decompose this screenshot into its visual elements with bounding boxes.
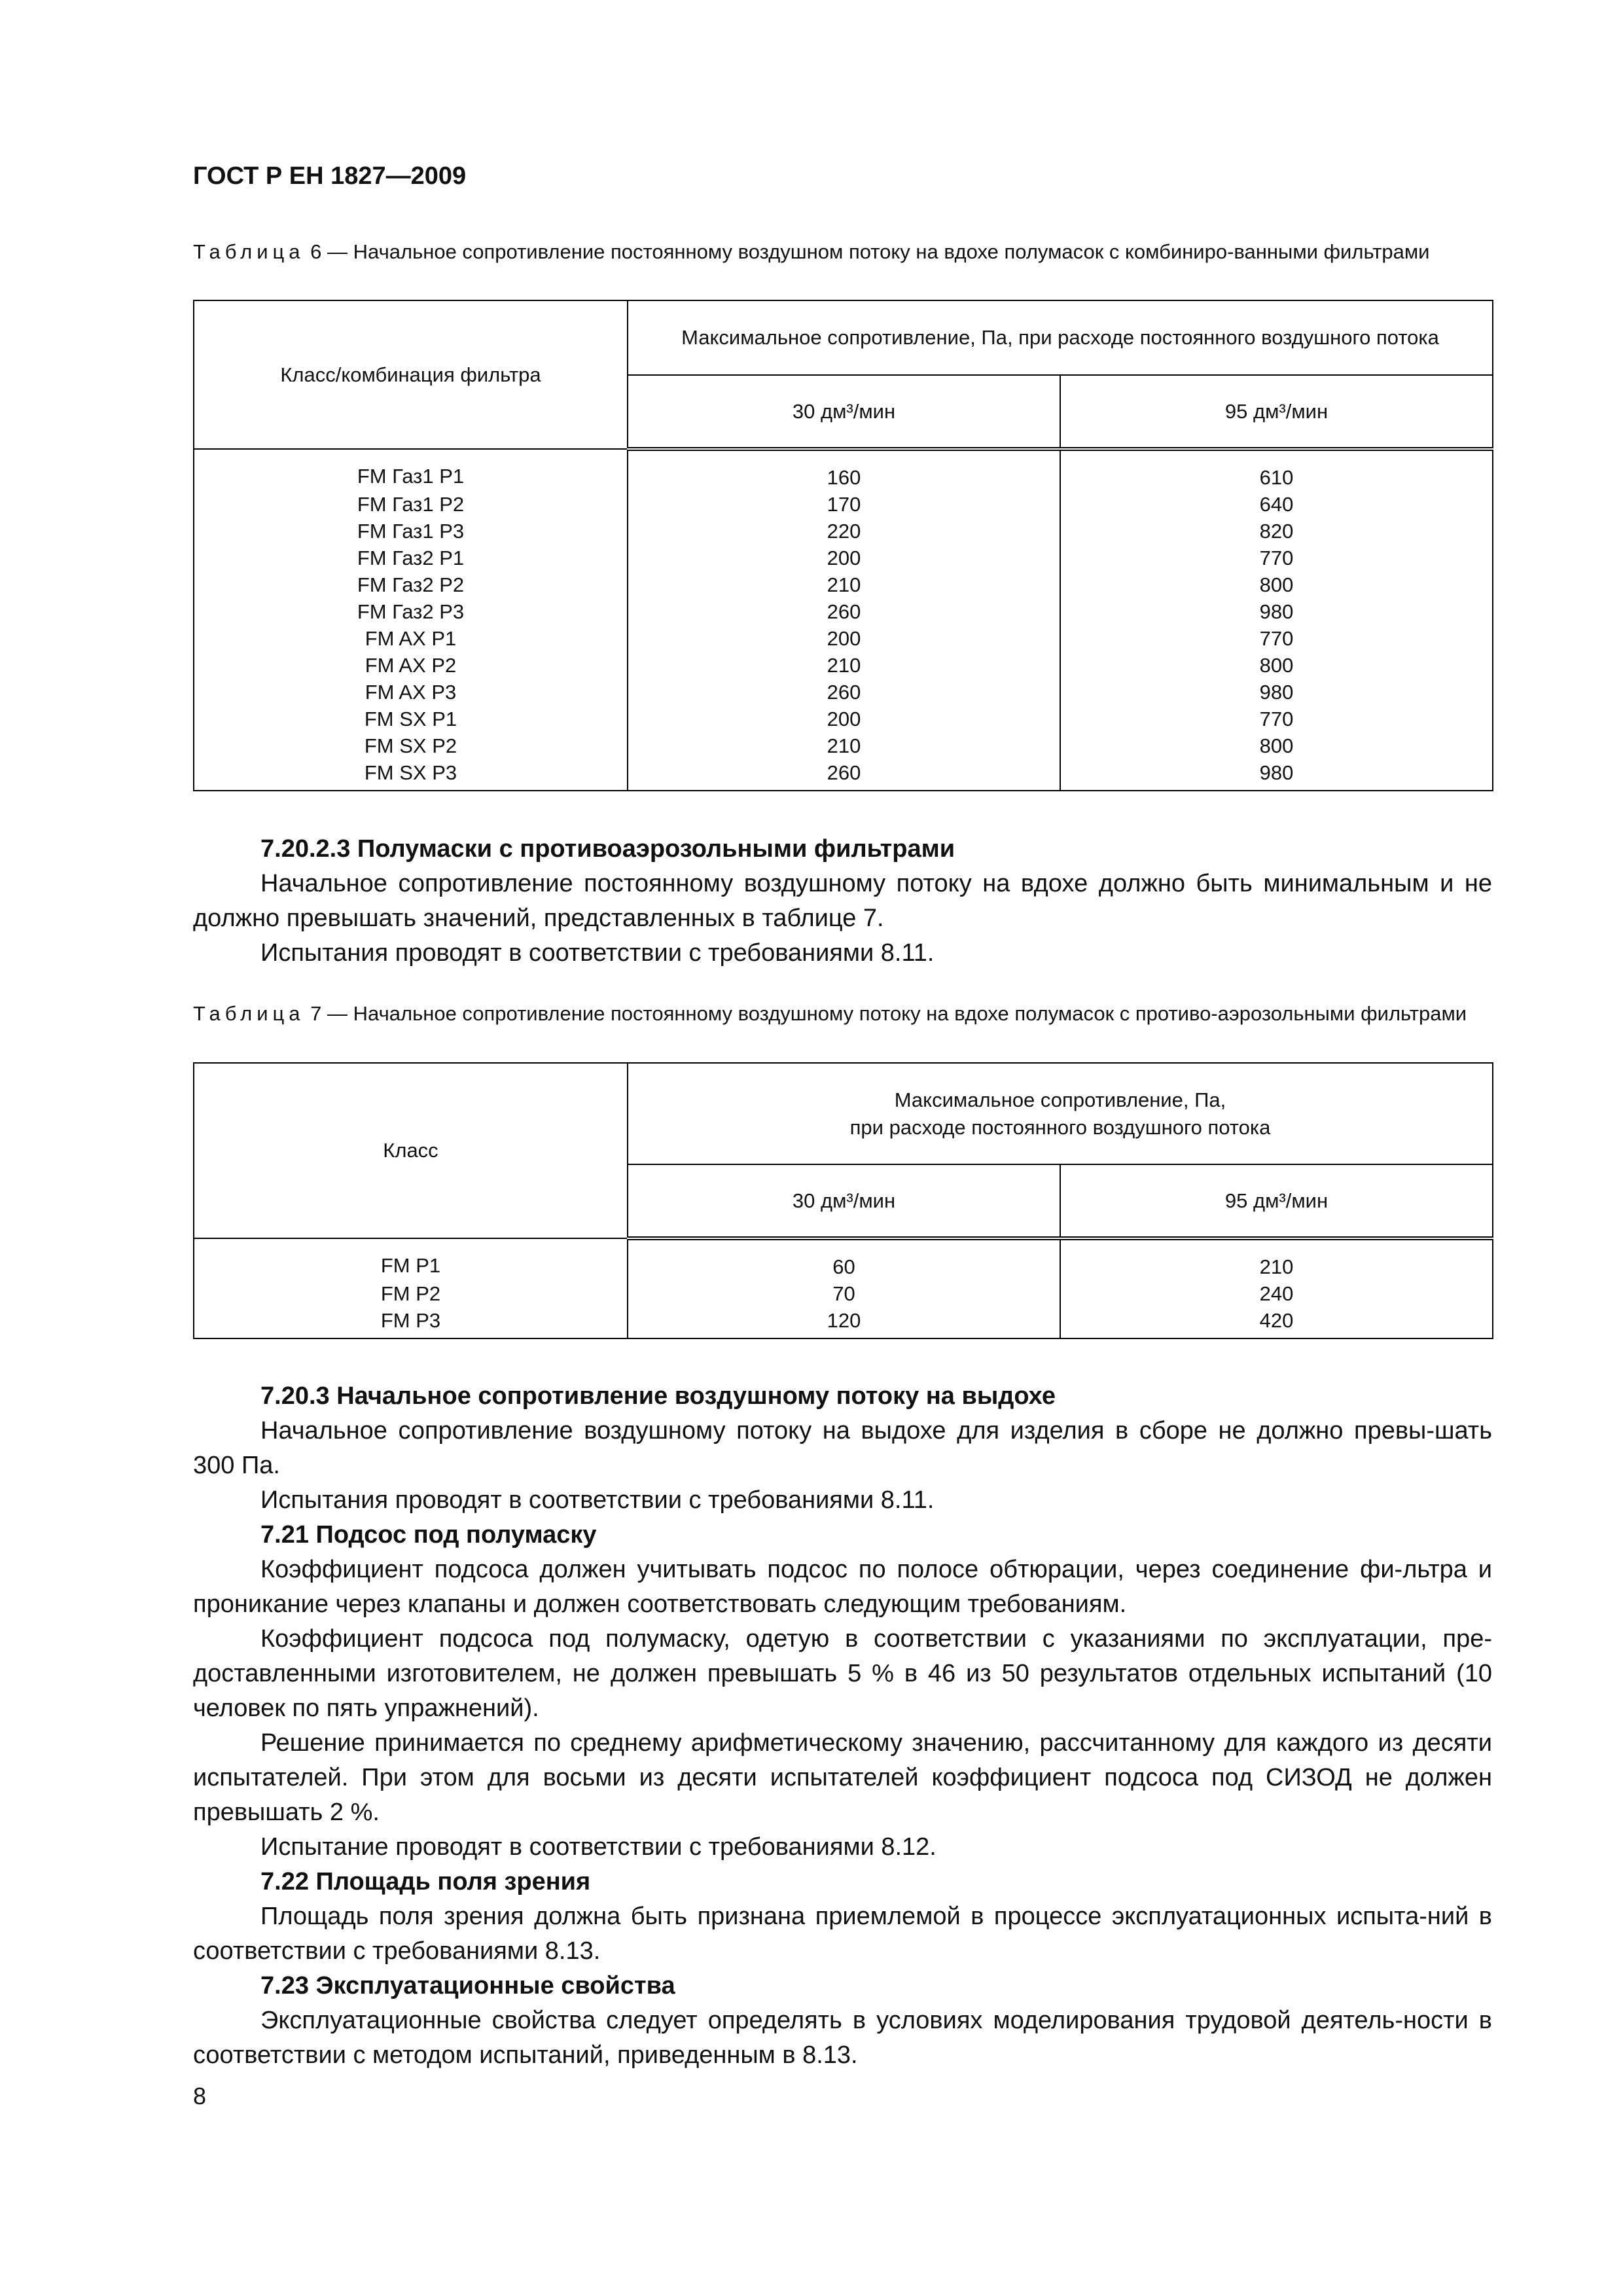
table7-col-95: 95 дм³/мин [1060,1164,1493,1238]
paragraph: Решение принимается по среднему арифметическому значению, рассчитанному для каждого из десяти испытателей. При этом для восьми из десяти испытателей коэффициент подсоса под СИЗОД не должен превышать 2 %. [193,1729,1492,1826]
table6-col-95: 95 дм³/мин [1060,375,1493,449]
section-heading: 7.22 Площадь поля зрения [260,1868,591,1895]
table7-caption-label: Таблица [193,1002,305,1025]
table6-cell: FM Газ2 P1 [194,545,628,571]
table7-cell: 120 [628,1307,1060,1338]
table6-cell: 800 [1060,652,1493,679]
table6-row [194,571,1493,598]
table6-row [194,706,1493,732]
table6-row [194,759,1493,791]
table6-cell: 200 [628,545,1060,571]
table7-cell: 420 [1060,1307,1493,1338]
table6-cell: FM SX P2 [194,732,628,759]
table6-row [194,449,1493,491]
table6-cell: FM SX P3 [194,759,628,791]
table6-cell: 210 [628,732,1060,759]
table7-col-class: Класс [194,1063,628,1238]
table6-cell: 210 [628,652,1060,679]
section-7-20-3-to-7-23 [193,1379,1492,2073]
table6-cell: FM Газ2 P2 [194,571,628,598]
table6-row [194,652,1493,679]
table6-cell: 770 [1060,625,1493,652]
table7-group-header [628,1063,1493,1164]
document-header: ГОСТ Р ЕН 1827—2009 [193,162,467,190]
paragraph: Испытание проводят в соответствии с требованиями 8.12. [260,1833,936,1861]
table7-cell: 60 [628,1238,1060,1280]
table6-cell: FM Газ1 P3 [194,518,628,545]
table7-cell: FM P3 [194,1307,628,1338]
table6-cell: 610 [1060,449,1493,491]
table7-row [194,1280,1493,1307]
table7-cell: FM P2 [194,1280,628,1307]
table6-cell: 160 [628,449,1060,491]
section-heading: 7.23 Эксплуатационные свойства [260,1972,675,2000]
table6-row [194,491,1493,518]
table6-row [194,625,1493,652]
paragraph: Коэффициент подсоса под полумаску, одетую в соответствии с указаниями по эксплуатации, пре-доставленными изготовителем, не должен превышать 5 % в 46 из 50 результатов отдельных испытаний (10 человек по пять упражнений). [193,1625,1492,1722]
table6-cell: 260 [628,598,1060,625]
table6-cell: 980 [1060,679,1493,706]
table7-col-30: 30 дм³/мин [628,1164,1060,1238]
table6-col-30: 30 дм³/мин [628,375,1060,449]
paragraph: Испытания проводят в соответствии с требованиями 8.11. [260,1486,935,1514]
table6-cell: 640 [1060,491,1493,518]
table6-cell: FM AX P3 [194,679,628,706]
table6-row [194,679,1493,706]
table6-cell: FM Газ1 P1 [194,449,628,491]
table6-cell: FM Газ2 P3 [194,598,628,625]
table6-cell: 220 [628,518,1060,545]
table6-cell: 980 [1060,598,1493,625]
table6-cell: 770 [1060,706,1493,732]
table7-cell: FM P1 [194,1238,628,1280]
section-7-20-2-3 [193,832,1492,971]
table6-cell: 260 [628,759,1060,791]
paragraph: Коэффициент подсоса должен учитывать подсос по полосе обтюрации, через соединение фи-льтра и проникание через клапаны и должен соответствовать следующим требованиям. [193,1556,1492,1618]
paragraph: Начальное сопротивление постоянному воздушному потоку на вдохе должно быть минимальным и не должно превышать значений, представленных в таблице 7. [193,870,1492,932]
section-heading: 7.20.3 Начальное сопротивление воздушному потоку на выдохе [260,1382,1056,1410]
table7-cell: 70 [628,1280,1060,1307]
table7-cell: 240 [1060,1280,1493,1307]
table6-cell: 820 [1060,518,1493,545]
table6-cell: 800 [1060,732,1493,759]
table6-cell: 210 [628,571,1060,598]
paragraph: Площадь поля зрения должна быть признана приемлемой в процессе эксплуатационных испыта-ний в соответствии с требованиями 8.13. [193,1903,1492,1965]
table7-caption-text: 7 — Начальное сопротивление постоянному воздушному потоку на вдохе полумасок с противо-аэрозольными фильтрами [304,1002,1467,1025]
table6-caption-label: Таблица [193,240,305,263]
table6-cell: 200 [628,625,1060,652]
table7-body [194,1238,1493,1338]
table6-cell: 770 [1060,545,1493,571]
table6-cell: 260 [628,679,1060,706]
table6-row [194,518,1493,545]
table7-group-header-line1: Максимальное сопротивление, Па, [894,1088,1226,1111]
table6-cell: 980 [1060,759,1493,791]
table6-col-filter-class: Класс/комбинация фильтра [194,300,628,449]
table7 [193,1062,1493,1339]
table7-row [194,1238,1493,1280]
section-heading: 7.20.2.3 Полумаски с противоаэрозольными фильтрами [260,835,955,863]
table7-cell: 210 [1060,1238,1493,1280]
table6 [193,300,1493,791]
paragraph: Начальное сопротивление воздушному потоку на выдохе для изделия в сборе не должно превы-шать 300 Па. [193,1417,1492,1479]
table6-cell: FM Газ1 P2 [194,491,628,518]
table6-row [194,545,1493,571]
table6-cell: 200 [628,706,1060,732]
page-number: 8 [193,2083,207,2109]
table6-caption [193,238,1492,266]
table6-group-header: Максимальное сопротивление, Па, при расходе постоянного воздушного потока [628,300,1493,375]
table7-caption [193,1000,1492,1028]
table6-cell: FM AX P1 [194,625,628,652]
section-heading: 7.21 Подсос под полумаску [260,1521,597,1549]
table6-cell: 170 [628,491,1060,518]
table6-cell: FM SX P1 [194,706,628,732]
document-page [193,0,1492,2296]
paragraph: Испытания проводят в соответствии с требованиями 8.11. [260,939,935,967]
table7-row [194,1307,1493,1338]
table6-cell: 800 [1060,571,1493,598]
table6-body [194,449,1493,791]
table7-group-header-line2: при расходе постоянного воздушного потока [849,1115,1271,1139]
table6-row [194,732,1493,759]
table6-cell: FM AX P2 [194,652,628,679]
table6-row [194,598,1493,625]
paragraph: Эксплуатационные свойства следует определять в условиях моделирования трудовой деятель-ности в соответствии с методом испытаний, приведенным в 8.13. [193,2007,1492,2069]
table6-caption-text: 6 — Начальное сопротивление постоянному воздушном потоку на вдохе полумасок с комбиниро-ванными фильтрами [304,240,1430,263]
